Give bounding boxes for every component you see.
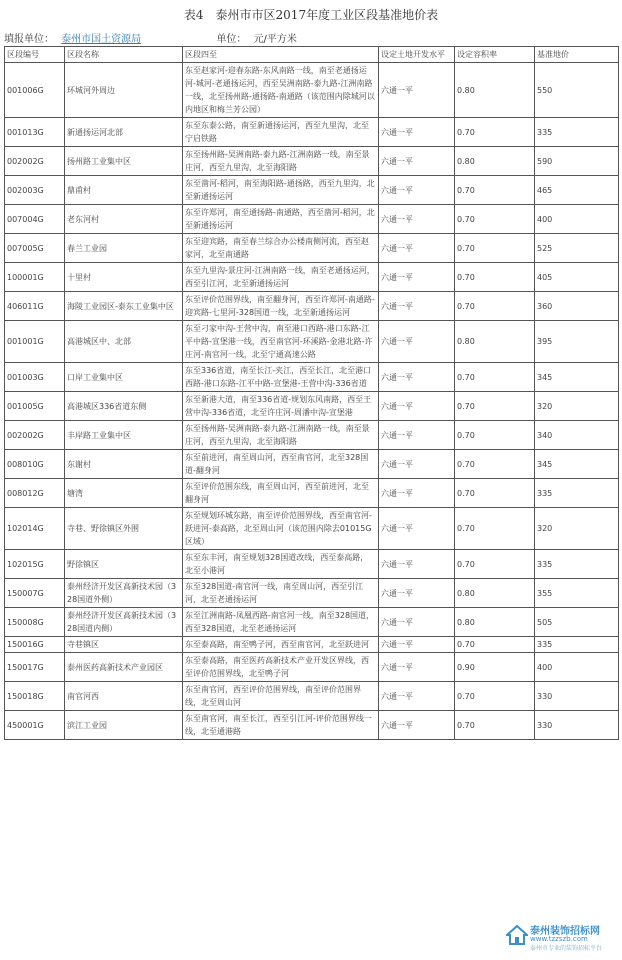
table-row	[5, 118, 619, 147]
cell-dev: 六通一平	[379, 550, 455, 579]
cell-bounds: 东至赵家河-迎春东路-东风南路一线，南至老通扬运河-城河-老通扬运河，西至吴洲南路-泰九路-江洲南路一线，北至扬州路-通扬路-南通路（该范围内除城河以内地区和梅兰芳公园）	[183, 63, 379, 118]
table-row	[5, 579, 619, 608]
cell-price: 590	[535, 147, 619, 176]
watermark	[506, 922, 618, 952]
cell-price: 330	[535, 711, 619, 740]
cell-name: 鼎甫村	[65, 176, 183, 205]
cell-far: 0.70	[455, 292, 535, 321]
cell-far: 0.80	[455, 579, 535, 608]
table-row	[5, 682, 619, 711]
cell-bounds: 东至新港大道，南至336省道-规划东风南路，西至王营中沟-336省道，北至许庄河-周潘中沟-宣堡港	[183, 392, 379, 421]
cell-bounds: 东至扬州路-吴洲南路-泰九路-江洲南路一线，南至景庄河，西至九里沟，北至海阳路	[183, 147, 379, 176]
cell-dev: 六通一平	[379, 682, 455, 711]
cell-price: 330	[535, 682, 619, 711]
cell-code: 102014G	[5, 508, 65, 550]
cell-dev: 六通一平	[379, 63, 455, 118]
cell-price: 345	[535, 450, 619, 479]
cell-price: 320	[535, 508, 619, 550]
cell-price: 335	[535, 118, 619, 147]
cell-name: 寺巷、野徐镇区外围	[65, 508, 183, 550]
cell-name: 野徐镇区	[65, 550, 183, 579]
cell-code: 007004G	[5, 205, 65, 234]
cell-bounds: 东至九里沟-景庄河-江洲南路一线，南至老通扬运河，西至引江河，北至新通扬运河	[183, 263, 379, 292]
cell-dev: 六通一平	[379, 363, 455, 392]
cell-dev: 六通一平	[379, 147, 455, 176]
cell-name: 海陵工业园区-泰东工业集中区	[65, 292, 183, 321]
cell-price: 400	[535, 205, 619, 234]
cell-code: 002003G	[5, 176, 65, 205]
header-dev: 设定土地开发水平	[379, 47, 455, 63]
cell-name: 老东河村	[65, 205, 183, 234]
cell-bounds: 东至评价范围东线，南至周山河，西至前进河，北至翻身河	[183, 479, 379, 508]
table-body	[5, 63, 619, 740]
cell-bounds: 东至刁家中沟-王营中沟，南至港口西路-港口东路-江平中路-宣堡港一线，西至南官河-环溪路-金港北路-许庄河-南官河一线，北至宁通高速公路	[183, 321, 379, 363]
cell-bounds: 东至江洲南路-凤凰西路-南官河一线，南至328国道，西至328国道，北至老通扬运河	[183, 608, 379, 637]
table-row	[5, 363, 619, 392]
cell-bounds: 东至迎宾路，南至春兰综合办公楼南侧河流，西至赵家河，北至南通路	[183, 234, 379, 263]
cell-price: 345	[535, 363, 619, 392]
watermark-title: 泰州装饰招标网	[530, 926, 600, 937]
cell-price: 335	[535, 637, 619, 653]
table-row	[5, 176, 619, 205]
cell-price: 465	[535, 176, 619, 205]
cell-far: 0.70	[455, 450, 535, 479]
cell-far: 0.70	[455, 263, 535, 292]
cell-far: 0.70	[455, 421, 535, 450]
cell-dev: 六通一平	[379, 508, 455, 550]
cell-code: 150008G	[5, 608, 65, 637]
table-row	[5, 234, 619, 263]
cell-bounds: 东至东丰河，南至规划328国道改线，西至泰高路，北至小港河	[183, 550, 379, 579]
cell-dev: 六通一平	[379, 637, 455, 653]
cell-dev: 六通一平	[379, 263, 455, 292]
cell-code: 150017G	[5, 653, 65, 682]
unit-label: 单位：	[216, 34, 247, 45]
cell-dev: 六通一平	[379, 321, 455, 363]
table-row	[5, 392, 619, 421]
cell-name: 丰岸路工业集中区	[65, 421, 183, 450]
cell-price: 355	[535, 579, 619, 608]
cell-name: 高港城区中、北部	[65, 321, 183, 363]
cell-far: 0.70	[455, 363, 535, 392]
cell-price: 525	[535, 234, 619, 263]
cell-dev: 六通一平	[379, 421, 455, 450]
filler-label: 填报单位：	[4, 34, 54, 45]
cell-far: 0.70	[455, 508, 535, 550]
cell-far: 0.70	[455, 234, 535, 263]
table-meta	[4, 30, 297, 45]
cell-code: 406011G	[5, 292, 65, 321]
cell-name: 春兰工业园	[65, 234, 183, 263]
cell-bounds: 东至南官河，西至评价范围界线，南至评价范围界线，北至周山河	[183, 682, 379, 711]
cell-dev: 六通一平	[379, 711, 455, 740]
cell-price: 395	[535, 321, 619, 363]
cell-far: 0.70	[455, 682, 535, 711]
cell-bounds: 东至泰高路，南至鸭子河，西至南官河，北至跃进河	[183, 637, 379, 653]
watermark-url: www.tzzszb.com	[530, 935, 588, 943]
cell-code: 001003G	[5, 363, 65, 392]
cell-dev: 六通一平	[379, 608, 455, 637]
cell-price: 405	[535, 263, 619, 292]
table-row	[5, 711, 619, 740]
table-row	[5, 63, 619, 118]
cell-price: 320	[535, 392, 619, 421]
table-row	[5, 321, 619, 363]
cell-price: 400	[535, 653, 619, 682]
cell-code: 001005G	[5, 392, 65, 421]
cell-name: 高港城区336省道东侧	[65, 392, 183, 421]
cell-bounds: 东至扬州路-吴洲南路-泰九路-江洲南路一线，南至景庄河，西至九里沟，北至海阳路	[183, 421, 379, 450]
header-code: 区段编号	[5, 47, 65, 63]
cell-dev: 六通一平	[379, 292, 455, 321]
cell-far: 0.70	[455, 711, 535, 740]
cell-far: 0.70	[455, 205, 535, 234]
header-bounds: 区段四至	[183, 47, 379, 63]
cell-bounds: 东至规划环城东路，南至评价范围界线，西至南官河-跃进河-泰高路，北至周山河（该范围内除去01015G区域）	[183, 508, 379, 550]
table-row	[5, 637, 619, 653]
cell-bounds: 东至许郑河，南至通扬路-南通路，西至凿河-稻河，北至新通扬运河	[183, 205, 379, 234]
cell-dev: 六通一平	[379, 118, 455, 147]
cell-far: 0.70	[455, 550, 535, 579]
cell-far: 0.70	[455, 479, 535, 508]
cell-far: 0.80	[455, 608, 535, 637]
cell-code: 001006G	[5, 63, 65, 118]
cell-far: 0.80	[455, 63, 535, 118]
cell-name: 东谢村	[65, 450, 183, 479]
cell-name: 口岸工业集中区	[65, 363, 183, 392]
cell-code: 001001G	[5, 321, 65, 363]
cell-bounds: 东至南官河，南至长江，西至引江河-评价范围界线一线，北至通港路	[183, 711, 379, 740]
header-far: 设定容积率	[455, 47, 535, 63]
cell-far: 0.80	[455, 147, 535, 176]
land-price-table	[4, 46, 619, 740]
cell-code: 001013G	[5, 118, 65, 147]
cell-bounds: 东至东泰公路，南至新通扬运河，西至九里沟，北至宁启铁路	[183, 118, 379, 147]
cell-name: 新通扬运河北部	[65, 118, 183, 147]
cell-bounds: 东至评价范围界线，南至翻身河，西至许郑河-南通路-迎宾路-七里河-328国道一线，北至新通扬运河	[183, 292, 379, 321]
table-header-row	[5, 47, 619, 63]
cell-dev: 六通一平	[379, 234, 455, 263]
header-price: 基准地价	[535, 47, 619, 63]
cell-price: 360	[535, 292, 619, 321]
cell-bounds: 东至凿河-稻河，南至海阳路-通扬路，西至九里沟，北至新通扬运河	[183, 176, 379, 205]
cell-dev: 六通一平	[379, 579, 455, 608]
cell-name: 塘湾	[65, 479, 183, 508]
cell-far: 0.70	[455, 392, 535, 421]
cell-code: 102015G	[5, 550, 65, 579]
cell-price: 340	[535, 421, 619, 450]
cell-price: 550	[535, 63, 619, 118]
cell-dev: 六通一平	[379, 176, 455, 205]
cell-code: 002002G	[5, 147, 65, 176]
cell-code: 100001G	[5, 263, 65, 292]
cell-dev: 六通一平	[379, 205, 455, 234]
table-row	[5, 653, 619, 682]
cell-far: 0.70	[455, 118, 535, 147]
filler-org: 泰州市国土资源局	[61, 34, 142, 45]
cell-bounds: 东至336省道，南至长江-夹江，西至长江，北至港口西路-港口东路-江平中路-宣堡港-王营中沟-336省道	[183, 363, 379, 392]
cell-code: 008010G	[5, 450, 65, 479]
cell-dev: 六通一平	[379, 392, 455, 421]
table-row	[5, 263, 619, 292]
cell-price: 335	[535, 550, 619, 579]
header-name: 区段名称	[65, 47, 183, 63]
cell-dev: 六通一平	[379, 479, 455, 508]
cell-name: 泰州经济开发区高新技术园（328国道外侧）	[65, 579, 183, 608]
cell-name: 滨江工业园	[65, 711, 183, 740]
cell-far: 0.70	[455, 176, 535, 205]
cell-name: 十里村	[65, 263, 183, 292]
cell-code: 450001G	[5, 711, 65, 740]
table-row	[5, 608, 619, 637]
table-row	[5, 479, 619, 508]
table-row	[5, 450, 619, 479]
watermark-slogan: 泰州市专业的装饰招标平台	[530, 945, 603, 952]
table-title: 表4 泰州市市区2017年度工业区段基准地价表	[183, 8, 439, 22]
cell-price: 505	[535, 608, 619, 637]
table-row	[5, 550, 619, 579]
cell-code: 008012G	[5, 479, 65, 508]
cell-name: 南官河西	[65, 682, 183, 711]
table-row	[5, 205, 619, 234]
cell-code: 150016G	[5, 637, 65, 653]
unit-value: 元/平方米	[253, 34, 297, 45]
cell-code: 150018G	[5, 682, 65, 711]
cell-price: 335	[535, 479, 619, 508]
cell-bounds: 东至前进河，南至周山河，西至南官河，北至328国道-翻身河	[183, 450, 379, 479]
cell-dev: 六通一平	[379, 653, 455, 682]
table-row	[5, 292, 619, 321]
cell-name: 泰州经济开发区高新技术园（328国道内侧）	[65, 608, 183, 637]
cell-name: 寺巷镇区	[65, 637, 183, 653]
cell-name: 环城河外周边	[65, 63, 183, 118]
cell-dev: 六通一平	[379, 450, 455, 479]
cell-far: 0.70	[455, 637, 535, 653]
cell-code: 150007G	[5, 579, 65, 608]
cell-far: 0.90	[455, 653, 535, 682]
house-logo-icon	[506, 924, 528, 946]
table-row	[5, 508, 619, 550]
cell-name: 泰州医药高新技术产业园区	[65, 653, 183, 682]
cell-far: 0.80	[455, 321, 535, 363]
cell-bounds: 东至泰高路，南至医药高新技术产业开发区界线，西至评价范围界线，北至鸭子河	[183, 653, 379, 682]
table-row	[5, 421, 619, 450]
cell-code: 007005G	[5, 234, 65, 263]
cell-code: 002002G	[5, 421, 65, 450]
table-row	[5, 147, 619, 176]
cell-bounds: 东至328国道-南官河一线，南至周山河，西至引江河，北至老通扬运河	[183, 579, 379, 608]
cell-name: 扬州路工业集中区	[65, 147, 183, 176]
